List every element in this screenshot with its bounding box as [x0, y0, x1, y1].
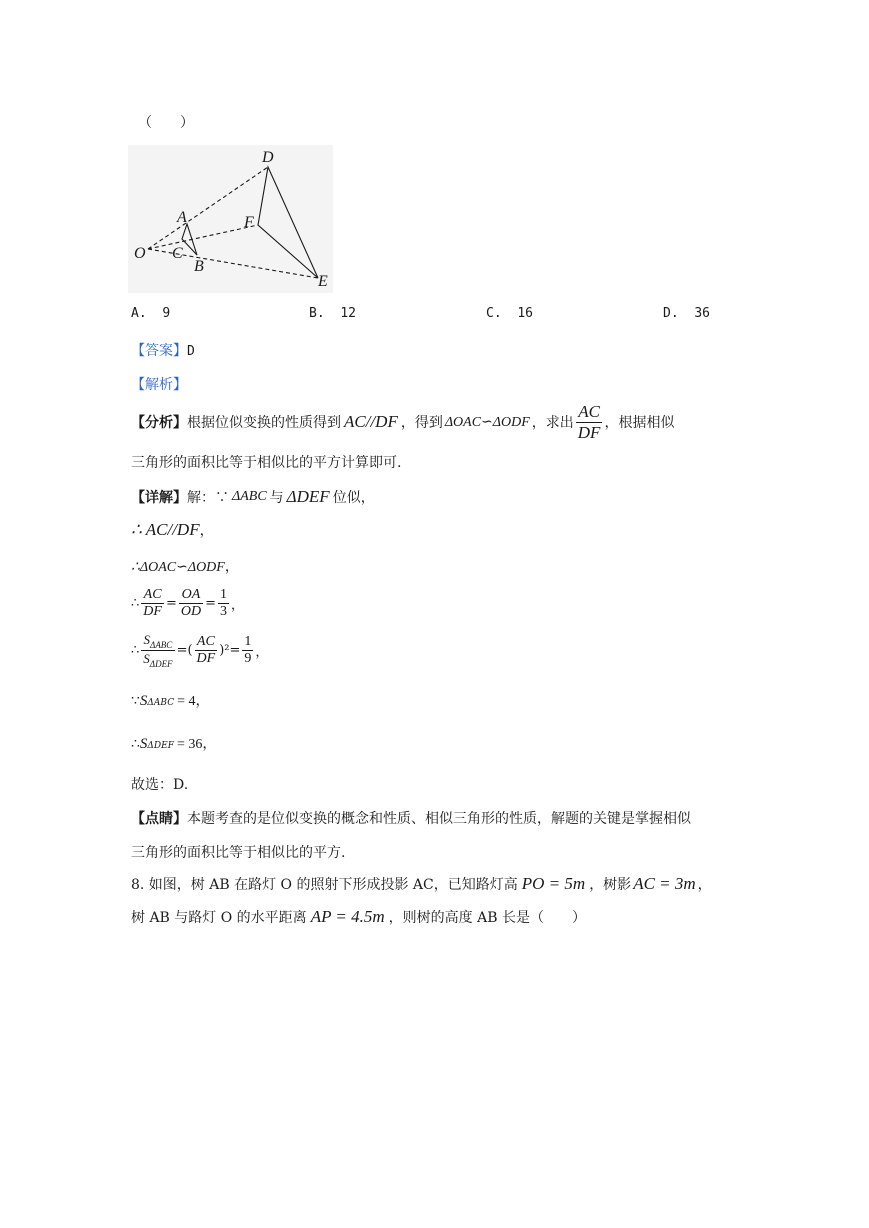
- option-b: B. 12: [309, 306, 356, 321]
- answer-tag: 【答案】: [131, 343, 187, 359]
- detail-line-5: ∴ $\frac{S_{\Delta ABC}}{S_{\Delta DEF}}$ =( $\frac{AC}{DF}$ )²= $\frac{1}{9}$ ，: [131, 632, 269, 669]
- homothety-figure: [128, 145, 333, 293]
- q8-line-1: 8. 如图，树 AB 在路灯 O 的照射下形成投影 AC，已知路灯高 PO = 5m ，树影 AC = 3m ，: [131, 874, 712, 893]
- label-o: O: [134, 245, 146, 262]
- detail-line-7: ∴ S ΔDEF = 36 ，: [131, 736, 217, 752]
- label-e: E: [318, 273, 328, 290]
- option-a: A. 9: [131, 306, 171, 321]
- dianjing-line-1: 【点睛】本题考查的是位似变换的概念和性质、相似三角形的性质，解题的关键是掌握相似: [131, 811, 691, 827]
- detail-line-3: ∴ΔOAC∽ΔODF，: [131, 559, 239, 575]
- detail-line-8: 故选：D.: [131, 777, 189, 793]
- fenxi-line-1: 【分析】 根据位似变换的性质得到 AC//DF ，得到 ΔOAC∽ΔODF ，求出 $\frac{AC}{DF}$ ，根据相似: [131, 401, 675, 442]
- option-d: D. 36: [663, 306, 710, 321]
- fenxi-fraction: $\frac{AC}{DF}$: [577, 401, 601, 442]
- fenxi-line-2: 三角形的面积比等于相似比的平方计算即可.: [131, 455, 402, 471]
- top-paren: （ ）: [138, 115, 194, 131]
- option-c: C. 16: [486, 306, 533, 321]
- label-b: B: [194, 258, 204, 275]
- answer-line: [131, 340, 195, 360]
- detail-line-4: ∴ $\frac{AC}{DF}$ = $\frac{OA}{OD}$ = $\frac{1}{3}$ ，: [131, 587, 245, 619]
- fenxi-math-1: AC//DF: [344, 412, 398, 431]
- figure-background: [128, 145, 333, 293]
- label-d: D: [262, 149, 274, 166]
- detail-line-2: ∴ AC//DF，: [131, 520, 214, 539]
- label-a: A: [177, 209, 187, 226]
- fenxi-math-2: ΔOAC∽ΔODF: [444, 414, 530, 430]
- dianjing-line-2: 三角形的面积比等于相似比的平方.: [131, 845, 346, 861]
- q8-line-2: 树 AB 与路灯 O 的水平距离 AP = 4.5m ，则树的高度 AB 长是（ ）: [131, 907, 586, 926]
- analysis-tag: 【解析】: [131, 377, 187, 393]
- detail-line-6: ∵ S ΔABC = 4 ，: [131, 693, 210, 709]
- label-c: C: [172, 245, 183, 262]
- label-f: F: [244, 214, 254, 231]
- detail-line-1: 【详解】 解：∵ ΔABC 与 ΔDEF 位似，: [131, 487, 375, 506]
- answer-value: D: [187, 344, 195, 359]
